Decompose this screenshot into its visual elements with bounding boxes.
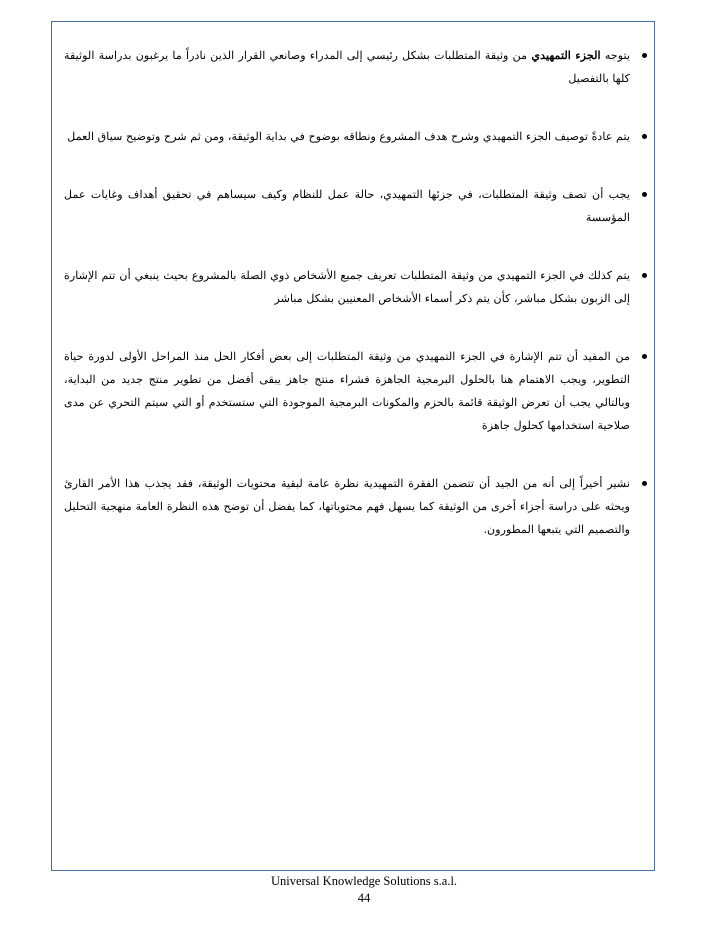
bullet-dot-icon (642, 354, 647, 359)
bullet-bold-term: الجزء التمهيدي (531, 48, 601, 62)
bullet-item-6 (64, 472, 650, 541)
bullet-dot-icon (642, 134, 647, 139)
bullet-text-after: من وثيقة المتطلبات بشكل رئيسي إلى المدراء وصانعي القرار الذين نادراً ما يرغبون بدراسة الوثيقة كلها بالتفصيل (64, 49, 630, 85)
footer-company: Universal Knowledge Solutions s.a.l. (270, 874, 458, 888)
bullet-item-2 (64, 125, 650, 148)
bullet-list (64, 44, 650, 541)
bullet-dot-icon (642, 273, 647, 278)
bullet-item-1 (64, 44, 650, 90)
bullet-text: نشير أخيراً إلى أنه من الجيد أن تتضمن الفقرة التمهيدية نظرة عامة لبقية محتويات الوثيقة، فقد يجذب هذا الأمر القارئ ويحثه على دراسة أجزاء أخرى من الوثيقة كما يسهل فهم محتوياتها، كما يفضل أن توضح هذه النظرة العامة منهجية التحليل والتصميم التي يتبعها المطورون. (64, 477, 630, 536)
bullet-dot-icon (642, 192, 647, 197)
page-footer (0, 873, 728, 907)
bullet-text: يتم كذلك في الجزء التمهيدي من وثيقة المتطلبات تعريف جميع الأشخاص ذوي الصلة بالمشروع بحيث ينبغي أن تتم الإشارة إلى الزبون بشكل مباشر، كأن يتم ذكر أسماء الأشخاص المعنيين بشكل مباشر (64, 269, 630, 305)
bullet-item-4 (64, 264, 650, 310)
bullet-text: يتم عادةً توصيف الجزء التمهيدي وشرح هدف المشروع ونطاقه بوضوح في بداية الوثيقة، ومن ثم شرح وتوضيح سياق العمل (67, 130, 630, 143)
page-number: 44 (357, 891, 371, 905)
bullet-dot-icon (642, 53, 647, 58)
bullet-item-5 (64, 345, 650, 437)
document-body (64, 44, 650, 541)
bullet-item-3 (64, 183, 650, 229)
bullet-text-before: يتوجه (600, 49, 630, 62)
bullet-dot-icon (642, 481, 647, 486)
bullet-text: من المفيد أن تتم الإشارة في الجزء التمهيدي من وثيقة المتطلبات إلى بعض أفكار الحل منذ المراحل الأولى لدورة حياة التطوير، ويجب الاهتمام هنا بالحلول البرمجية الجاهزة فشراء منتج جاهز يبقى أفضل من تطوير منتج جديد من البداية، وبالتالي يجب أن تعرض الوثيقة قائمة بالحزم والمكونات البرمجية الموجودة التي ستستخدم أو التي سيتم التحري عن مدى صلاحية استخدامها كحلول جاهزة (64, 350, 630, 432)
bullet-text: يجب أن تصف وثيقة المتطلبات، في جزئها التمهيدي، حالة عمل للنظام وكيف سيساهم في تحقيق أهداف وغايات عمل المؤسسة (64, 188, 630, 224)
